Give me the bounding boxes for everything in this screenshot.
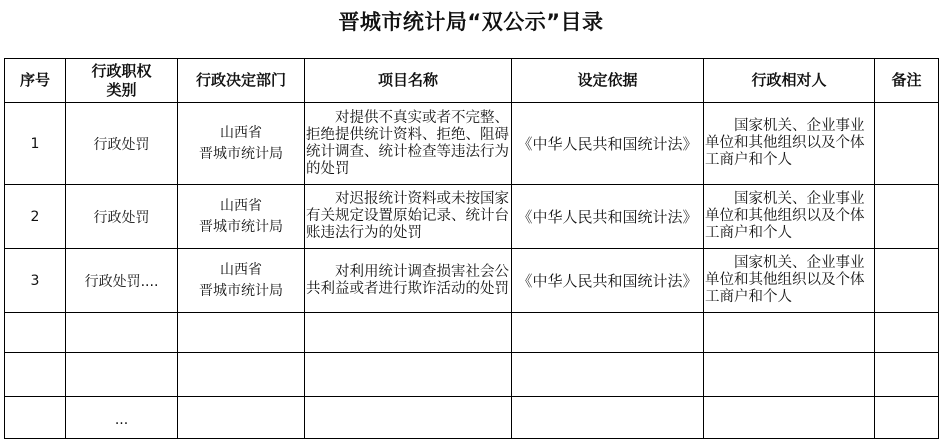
cell-department	[178, 249, 305, 313]
department-bureau: 晋城市统计局	[199, 145, 283, 162]
header-category	[66, 59, 178, 103]
header-category-label: 行政职权类别	[91, 61, 152, 99]
cell-item-name: 对迟报统计资料或未按国家有关规定设置原始记录、统计台账违法行为的处罚	[305, 185, 512, 249]
table-row-empty	[5, 313, 939, 353]
cell-category: 行政处罚....	[66, 249, 178, 313]
header-remarks: 备注	[875, 59, 939, 103]
catalog-table	[4, 58, 939, 439]
cell-basis: 《中华人民共和国统计法》	[512, 103, 704, 185]
department-province: 山西省	[220, 124, 262, 141]
table-row	[5, 103, 939, 185]
cell-counterpart: 国家机关、企业事业单位和其他组织以及个体工商户和个人	[704, 185, 875, 249]
cell-seq: 2	[5, 185, 66, 249]
department-bureau: 晋城市统计局	[199, 282, 283, 299]
table-row-empty	[5, 397, 939, 439]
cell-basis: 《中华人民共和国统计法》	[512, 249, 704, 313]
table-header-row	[5, 59, 939, 103]
cell-category: 行政处罚	[66, 103, 178, 185]
cell-department	[178, 103, 305, 185]
cell-remarks	[875, 185, 939, 249]
department-province: 山西省	[220, 197, 262, 214]
department-bureau: 晋城市统计局	[199, 218, 283, 235]
ellipsis-cell: ...	[66, 397, 178, 439]
cell-seq: 3	[5, 249, 66, 313]
header-item-name: 项目名称	[305, 59, 512, 103]
header-department: 行政决定部门	[178, 59, 305, 103]
table-row-empty	[5, 353, 939, 397]
cell-basis: 《中华人民共和国统计法》	[512, 185, 704, 249]
department-province: 山西省	[220, 261, 262, 278]
cell-counterpart: 国家机关、企业事业单位和其他组织以及个体工商户和个人	[704, 249, 875, 313]
cell-remarks	[875, 103, 939, 185]
cell-category: 行政处罚	[66, 185, 178, 249]
table-row	[5, 185, 939, 249]
cell-item-name: 对提供不真实或者不完整、拒绝提供统计资料、拒绝、阻碍统计调查、统计检查等违法行为的处罚	[305, 103, 512, 185]
header-seq: 序号	[5, 59, 66, 103]
cell-counterpart: 国家机关、企业事业单位和其他组织以及个体工商户和个人	[704, 103, 875, 185]
cell-seq: 1	[5, 103, 66, 185]
page-title: 晋城市统计局“双公示”目录	[338, 10, 604, 34]
table-row	[5, 249, 939, 313]
cell-remarks	[875, 249, 939, 313]
cell-item-name: 对利用统计调查损害社会公共利益或者进行欺诈活动的处罚	[305, 249, 512, 313]
cell-department	[178, 185, 305, 249]
header-basis: 设定依据	[512, 59, 704, 103]
header-counterpart: 行政相对人	[704, 59, 875, 103]
